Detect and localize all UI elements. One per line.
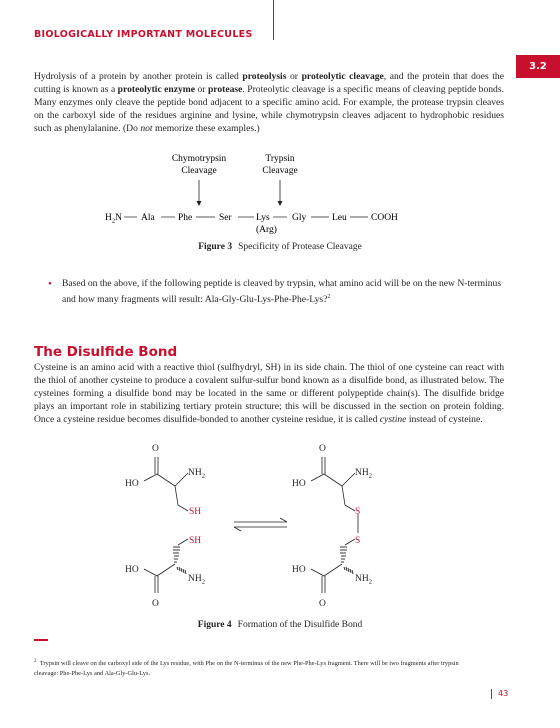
page-number: 43 <box>498 689 509 698</box>
residue-gly: Gly <box>292 213 307 223</box>
disulfide-paragraph: Cysteine is an amino acid with a reactive thiol (sulfhydryl, SH) in its side chain. The thiol of one cysteine can react with the thiol of another cysteine to produce a covalent sulfur-sulfur bond known as a disulfide bond, as illustrated below. The cysteines forming a disulfide bond may be located in the same or different polypeptide chain(s). The disulfide bridge plays an important role in stabilizing tertiary protein structure; this will be discussed in the section on protein folding. Once a cysteine residue becomes disulfide-bonded to another cysteine residue, it is called cystine instead of cysteine. <box>34 362 504 425</box>
chymotrypsin-label-2: Cleavage <box>181 166 217 176</box>
figure-4-diagram <box>0 430 560 620</box>
intro-paragraph: Hydrolysis of a protein by another protein is called proteolysis or proteolytic cleavage, and the protein that does the cutting is known as a proteolytic enzyme or protease. Proteolytic cleavage is a specific means of cleaving peptide bonds. Many enzymes only cleave the peptide bond adjacent to a specific amino acid. For example, the protease trypsin cleaves on the carboxyl side of the residues arginine and lysine, while chymotrypsin cleaves adjacent to hydrophobic residues such as phenylalanine. (Do not memorize these examples.) <box>34 71 504 134</box>
hydroxyl-top-left: HO <box>125 479 139 489</box>
running-title: BIOLOGICALLY IMPORTANT MOLECULES <box>34 29 253 40</box>
hydroxyl-top-right: HO <box>292 479 306 489</box>
residue-arg: (Arg) <box>256 225 277 235</box>
hydroxyl-bottom-right: HO <box>292 565 306 575</box>
thiol-top: SH <box>189 507 202 517</box>
section-heading-disulfide: The Disulfide Bond <box>34 344 178 360</box>
residue-leu: Leu <box>332 213 347 223</box>
c-terminus-cooh: COOH <box>371 213 398 223</box>
figure-3-caption: Figure 3 Specificity of Protease Cleavage <box>198 242 362 252</box>
question-bullet: Based on the above, if the following peptide is cleaved by trypsin, what amino acid will be on the new N-terminus and how many fragments will result: Ala-Gly-Glu-Lys-Phe-Phe-Lys?$^2$ <box>62 278 502 306</box>
oxygen-bottom-right: O <box>319 599 326 609</box>
bullet-marker: • <box>48 278 52 290</box>
n-terminus-h: $H_2N$ <box>105 213 122 225</box>
amine-top-right: $NH_2$ <box>355 468 372 480</box>
sulfur-top: S <box>355 507 361 517</box>
footnote-divider <box>34 639 48 641</box>
amine-bottom-left: $NH_2$ <box>188 574 205 586</box>
oxygen-bottom-left: O <box>152 599 159 609</box>
figure-4-caption: Figure 4 Formation of the Disulfide Bond <box>197 620 363 630</box>
hydroxyl-bottom-left: HO <box>125 565 139 575</box>
equilibrium-arrows <box>234 518 287 531</box>
page-number-bar <box>491 689 492 699</box>
header-divider <box>273 0 274 40</box>
chymotrypsin-label-1: Chymotrypsin <box>171 154 227 164</box>
amine-top-left: $NH_2$ <box>188 468 205 480</box>
section-tab: 3.2 <box>516 55 560 78</box>
residue-phe: Phe <box>178 213 193 223</box>
trypsin-label-2: Cleavage <box>262 166 298 176</box>
amine-bottom-right: $NH_2$ <box>355 574 372 586</box>
residue-ser: Ser <box>219 213 232 223</box>
chymotrypsin-arrow <box>197 180 202 206</box>
oxygen-top-left: O <box>152 444 159 454</box>
thiol-bottom: SH <box>189 536 202 546</box>
footnote: $^2$ Trypsin will cleave on the carboxyl side of the Lys residue, with Phe on the N-terminus of the new Phe-Phe-Lys fragment. There will be two fragments after trypsin cleavage: Phe-Phe-Lys and Ala-Gly-Glu-Lys. <box>34 659 459 677</box>
residue-ala: Ala <box>141 213 155 223</box>
trypsin-label-1: Trypsin <box>265 154 295 164</box>
sulfur-bottom: S <box>355 536 361 546</box>
trypsin-arrow <box>278 180 283 206</box>
residue-lys: Lys <box>256 213 270 223</box>
oxygen-top-right: O <box>319 444 326 454</box>
